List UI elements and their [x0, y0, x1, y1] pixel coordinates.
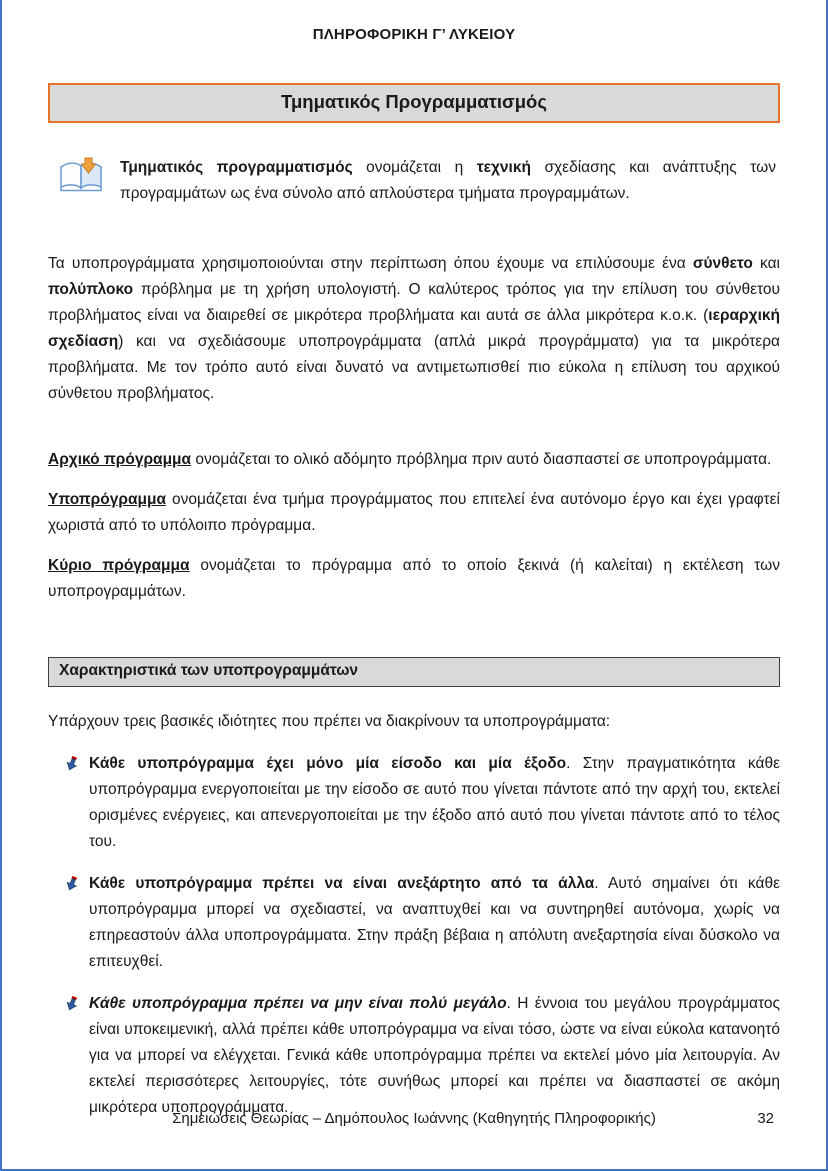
arrow-bullet-icon [61, 994, 81, 1018]
bullet-text: Κάθε υποπρόγραμμα έχει μόνο μία είσοδο και μία έξοδο. Στην πραγματικότητα κάθε υποπρόγραμμα ενεργοποιείται με την είσοδο σε αυτό που γίνεται πάντοτε από την αρχή του, εκτελεί ορισμένες ενέργειες, και απενεργοποιείται με την έξοδο από αυτό που γίνεται πάντοτε από το τέλος του. [89, 755, 780, 850]
page-content [2, 0, 826, 1121]
definition-row [48, 155, 780, 207]
bullet-item-one-entry-one-exit [48, 751, 780, 855]
page-footer [48, 1110, 780, 1127]
definition-paragraph: Τμηματικός προγραμματισμός ονομάζεται η τεχνική σχεδίασης και ανάπτυξης των προγραμμάτων ως ένα σύνολο από απλούστερα τμήματα προγραμμάτων. [120, 159, 777, 202]
page-number: 32 [757, 1110, 774, 1127]
definition-arxiko-programma: Αρχικό πρόγραμμα ονομάζεται το ολικό αδόμητο πρόβλημα πριν αυτό διασπαστεί σε υποπρογράμματα. [48, 451, 772, 468]
open-book-icon [58, 157, 104, 198]
intro-paragraph: Τα υποπρογράμματα χρησιμοποιούνται στην περίπτωση όπου έχουμε να επιλύσουμε ένα σύνθετο και πολύπλοκο πρόβλημα με τη χρήση υπολογιστή. Ο καλύτερος τρόπος για την επίλυση του σύνθετου προβλήματος είναι να διαιρεθεί σε μικρότερα προβλήματα και αυτά σε άλλα μικρότερα κ.ο.κ. (ιεραρχική σχεδίαση) και να σχεδιάσουμε υποπρογράμματα (απλά μικρά προγράμματα) για τα μικρότερα προβλήματα. Με τον τρόπο αυτό είναι δυνατό να αντιμετωπισθεί πιο εύκολα η επίλυση του αρχικού σύνθετου προβλήματος. [48, 255, 781, 402]
page-title: Τμηματικός Προγραμματισμός [281, 91, 547, 112]
arrow-bullet-icon [61, 754, 81, 778]
footer-text: Σημειώσεις Θεωρίας – Δημόπουλος Ιωάννης (Καθηγητής Πληροφορικής) [172, 1110, 656, 1127]
bullet-text: Κάθε υποπρόγραμμα πρέπει να είναι ανεξάρτητο από τα άλλα. Αυτό σημαίνει ότι κάθε υποπρόγραμμα μπορεί να σχεδιαστεί, να αναπτυχθεί και να συντηρηθεί αυτόνομα, χωρίς να επηρεαστούν άλλα υποπρογράμματα. Στην πράξη βέβαια η απόλυτη ανεξαρτησία είναι δύσκολο να επιτευχθεί. [89, 875, 780, 970]
page-header: ΠΛΗΡΟΦΟΡΙΚΗ Γ’ ΛΥΚΕΙΟΥ [312, 26, 516, 43]
section-intro: Υπάρχουν τρεις βασικές ιδιότητες που πρέπει να διακρίνουν τα υποπρογράμματα: [48, 713, 611, 730]
definition-kyrio-programma: Κύριο πρόγραμμα ονομάζεται το πρόγραμμα από το οποίο ξεκινά (ή καλείται) η εκτέλεση των υποπρογραμμάτων. [48, 557, 780, 600]
bullet-item-independent [48, 871, 780, 975]
title-box [48, 83, 780, 123]
section-heading-box [48, 657, 780, 687]
arrow-bullet-icon [61, 874, 81, 898]
definition-ypoprogramma: Υποπρόγραμμα ονομάζεται ένα τμήμα προγράμματος που επιτελεί ένα αυτόνομο έργο και έχει γραφτεί χωριστά από το υπόλοιπο πρόγραμμα. [48, 491, 780, 534]
section-heading: Χαρακτηριστικά των υποπρογραμμάτων [59, 662, 359, 679]
bullet-item-not-too-large [48, 991, 780, 1121]
bullet-text: Κάθε υποπρόγραμμα πρέπει να μην είναι πολύ μεγάλο. Η έννοια του μεγάλου προγράμματος είναι υποκειμενική, αλλά πρέπει κάθε υποπρόγραμμα να είναι τόσο, ώστε να είναι εύκολα κατανοητό για να μπορεί να ελέγχεται. Γενικά κάθε υποπρόγραμμα πρέπει να εκτελεί μόνο μία λειτουργία. Αν εκτελεί περισσότερες λειτουργίες, τότε συνήθως μπορεί και πρέπει να διασπαστεί σε ακόμη μικρότερα υποπρογράμματα. [89, 995, 781, 1116]
